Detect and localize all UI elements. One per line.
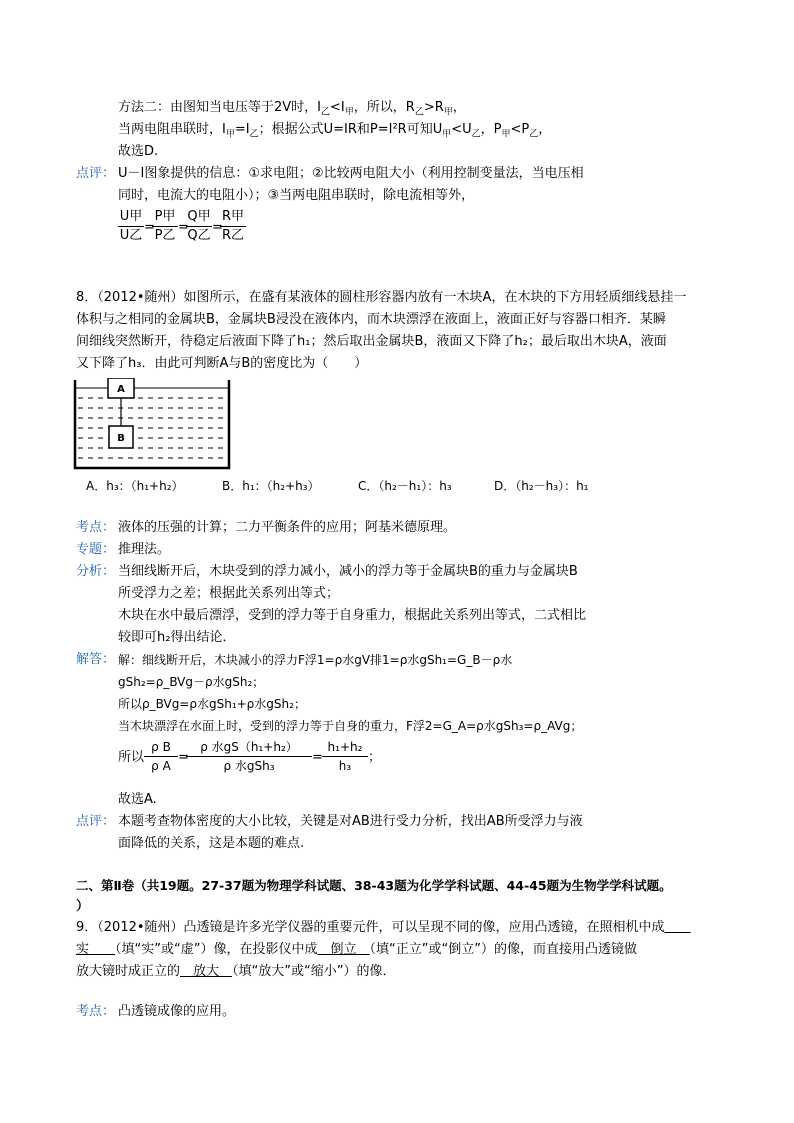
jieda-label: 解答： <box>76 652 116 667</box>
q8-line3: 间细线突然断开，待稳定后液面下降了h₁；然后取出金属块B，液面又下降了h₂；最后取出木块A，液面 <box>76 334 667 349</box>
fenxi-line3: 木块在水中最后漂浮，受到的浮力等于自身重力，根据此关系列出等式，二式相比 <box>118 608 587 623</box>
kaodian-text: 液体的压强的计算；二力平衡条件的应用；阿基米德原理。 <box>118 520 457 535</box>
section-heading-cont: ） <box>76 899 90 914</box>
equals-sign: = <box>178 220 189 235</box>
q9-kaodian-label: 考点： <box>76 1004 116 1019</box>
fenxi-line2: 所受浮力之差；根据此关系列出等式； <box>118 586 340 601</box>
fraction-buoyancy: ρ 水gS（h₁+h₂） ρ 水gSh₃ <box>186 738 312 775</box>
q8-line1: 8．（2012•随州）如图所示，在盛有某液体的圆柱形容器内放有一木块A，在木块的下方用轻质细线悬挂一 <box>76 290 687 305</box>
q8-line4: 又下降了h₃．由此可判断A与B的密度比为（ ） <box>76 356 368 371</box>
fenxi-line4: 较即可h₂得出结论． <box>118 630 236 645</box>
jieda-line4: 当木块漂浮在水面上时，受到的浮力等于自身的重力，F浮2=G_A=ρ水gSh₃=ρ_AVg； <box>118 719 583 733</box>
option-a: A．h₃：（h₁+h₂） <box>86 479 184 493</box>
equals-sign: = <box>312 750 323 765</box>
zhuanti-text: 推理法。 <box>118 542 171 557</box>
option-b: B．h₁：（h₂+h₃） <box>222 479 320 493</box>
method2-line2: 当两电阻串联时，$I_甲=I_乙$；根据公式U=IR和P=I²R可知$U_甲<U_乙$，$P_甲<P_乙$， <box>118 122 552 140</box>
fraction-h: $\frac{\text{h₁+h₂}}{\text{h₃}}$ <box>322 738 368 775</box>
option-d: D．（h₂－h₃）：h₁ <box>494 479 589 493</box>
fraction-p: P甲 P乙 <box>152 208 178 245</box>
q8-line2: 体积与之相同的金属块B，金属块B浸没在液体内，而木块漂浮在液面上，液面正好与容器口相齐．某瞬 <box>76 312 666 327</box>
fenxi-line1: 当细线断开后，木块受到的浮力减小，减小的浮力等于金属块B的重力与金属块B <box>118 564 578 579</box>
jieda-line2: gSh₂=ρ_BVg－ρ水gSh₂； <box>118 675 265 689</box>
equals-sign: = <box>212 220 223 235</box>
section-heading: 二、第Ⅱ卷（共19题。27-37题为物理学科试题、38-43题为化学学科试题、44-45题为生物学学科试题。 <box>76 878 672 893</box>
fraction-rho-ratio: $\frac{\text{ρ B}}{\text{ρ A}}$ <box>144 738 178 775</box>
answer-blank-3: 放大 <box>193 964 220 979</box>
review-line2: 同时，电流大的电阻小）；③当两电阻串联时，除电流相等外， <box>118 188 475 203</box>
jieda-suoyi: 所以 <box>118 750 145 765</box>
kaodian-label: 考点： <box>76 520 116 535</box>
fenxi-label: 分析： <box>76 564 116 579</box>
block-a-label: A <box>117 384 125 395</box>
answer-blank-2: 倒立 <box>330 942 357 957</box>
answer-blank-1: 实 <box>76 942 90 957</box>
block-b-label: B <box>117 433 125 444</box>
jieda-line1: 解：细线断开后，木块减小的浮力F浮1=ρ水gV排1=ρ水gSh₁=G_B－ρ水 <box>118 653 513 667</box>
equals-sign: = <box>144 220 155 235</box>
jieda-conclusion: 故选A. <box>118 792 157 807</box>
q9-line1: 9．（2012•随州）凸透镜是许多光学仪器的重要元件，可以呈现不同的像，应用凸透镜，在照相机中成 <box>76 920 665 935</box>
fraction-q: Q甲 Q乙 <box>187 209 211 243</box>
equals-sign: = <box>178 750 189 765</box>
dianping-line2: 面降低的关系，这是本题的难点. <box>118 836 305 851</box>
fraction-u: U甲 U乙 <box>119 209 143 243</box>
q9-line2: 实 （填“实”或“虚”）像，在投影仪中成 倒立 （填“正立”或“倒立”）的像，而直接用凸透镜做 <box>76 942 637 957</box>
review-label: 点评： <box>76 166 116 181</box>
zhuanti-label: 专题： <box>76 542 116 557</box>
method2-line3: 故选D. <box>118 144 159 159</box>
dianping-label: 点评： <box>76 814 116 829</box>
option-c: C．（h₂－h₁）：h₃ <box>358 479 452 493</box>
fraction-r: R甲 R乙 <box>221 209 245 243</box>
q9-kaodian-text: 凸透镜成像的应用。 <box>118 1004 236 1019</box>
jieda-line3: 所以ρ_BVg=ρ水gSh₁+ρ水gSh₂； <box>118 697 306 711</box>
container-figure <box>72 378 232 470</box>
review-line1: U－I图象提供的信息：①求电阻；②比较两电阻大小（利用控制变量法，当电压相 <box>118 166 584 181</box>
method2-line1: 方法二：由图知当电压等于2V时，$I_乙<I_甲$，所以，$R_乙>R_甲$， <box>118 100 466 118</box>
dianping-line1: 本题考查物体密度的大小比较，关键是对AB进行受力分析，找出AB所受浮力与液 <box>118 814 583 829</box>
q9-line3: 放大镜时成正立的 放大 （填“放大”或“缩小”）的像． <box>76 964 396 979</box>
semicolon: ； <box>368 750 382 765</box>
